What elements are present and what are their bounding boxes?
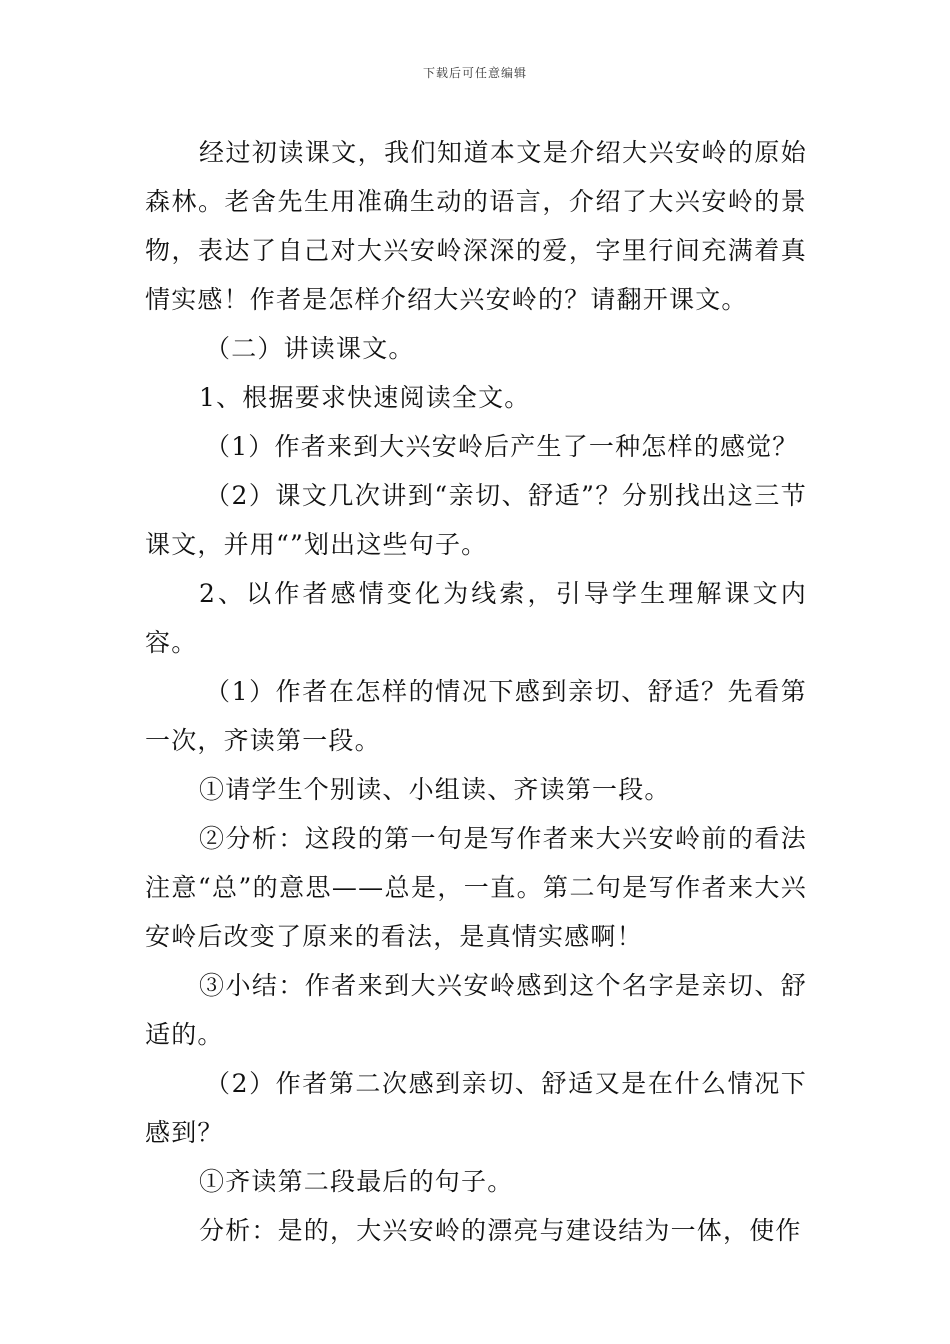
paragraph-section-heading: （二）讲读课文。	[205, 334, 415, 363]
paragraph-question-1: （1）作者来到大兴安岭后产生了一种怎样的感觉？	[205, 432, 799, 461]
paragraph-circled-3: ③小结：作者来到大兴安岭感到这个名字是亲切、舒适的。	[145, 971, 807, 1049]
paragraph-circled-2: ②分析：这段的第一句是写作者来大兴安岭前的看法注意“总”的意思——总是，一直。第二句是写作者来大兴安岭后改变了原来的看法，是真情实感啊！	[145, 824, 807, 951]
paragraph-analysis: 分析：是的，大兴安岭的漂亮与建设结为一体，使作	[199, 1216, 802, 1245]
page-header: 下载后可任意编辑	[422, 66, 527, 80]
paragraph-step-2: 2、以作者感情变化为线索，引导学生理解课文内容。	[145, 579, 807, 657]
paragraph-circled-1b: ①齐读第二段最后的句子。	[199, 1167, 514, 1196]
paragraph-step-1: 1、根据要求快速阅读全文。	[199, 383, 531, 412]
paragraph-question-2: （2）课文几次讲到“亲切、舒适”？分别找出这三节课文，并用“”划出这些句子。	[145, 481, 807, 559]
paragraph-intro: 经过初读课文，我们知道本文是介绍大兴安岭的原始森林。老舍先生用准确生动的语言，介绍了大兴安岭的景物，表达了自己对大兴安岭深深的爱，字里行间充满着真情实感！作者是怎样介绍大兴安岭的？请翻开课文。	[145, 138, 807, 314]
paragraph-sub-2: （2）作者第二次感到亲切、舒适又是在什么情况下感到？	[145, 1069, 807, 1147]
document-body	[145, 128, 807, 1255]
paragraph-sub-1: （1）作者在怎样的情况下感到亲切、舒适？先看第一次，齐读第一段。	[145, 677, 807, 755]
paragraph-circled-1: ①请学生个别读、小组读、齐读第一段。	[199, 775, 671, 804]
